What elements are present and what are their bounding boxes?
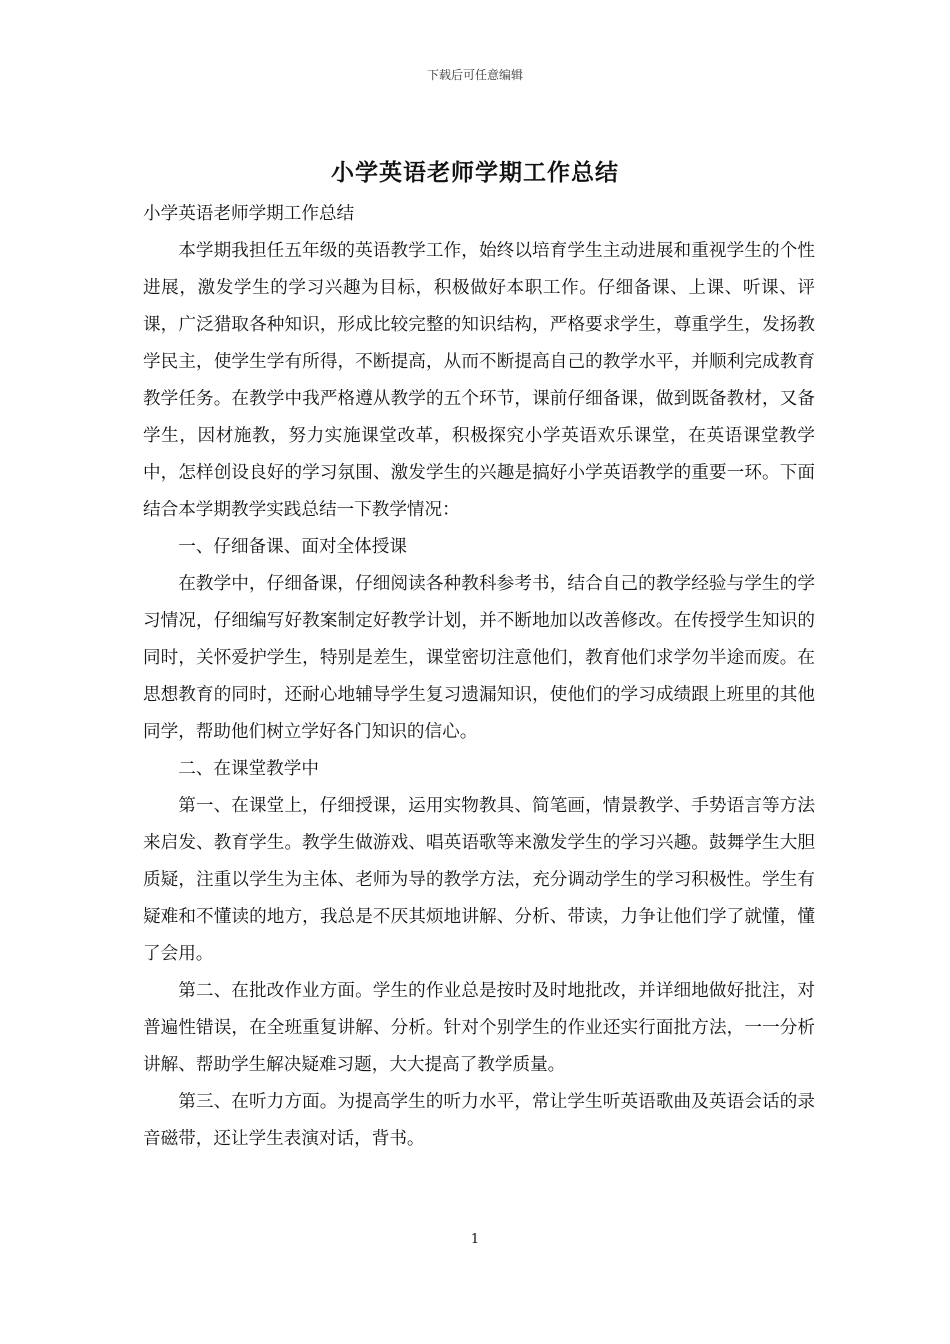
page-number: 1 xyxy=(470,1232,480,1247)
paragraph-section-1: 在教学中，仔细备课，仔细阅读各种教科参考书，结合自己的教学经验与学生的学习情况，仔细编写好教案制定好教学计划，并不断地加以改善修改。在传授学生知识的同时，关怀爱护学生，特别是差生，课堂密切注意他们，教育他们求学勿半途而废。在思想教育的同时，还耐心地辅导学生复习遗漏知识，使他们的学习成绩跟上班里的其他同学，帮助他们树立学好各门知识的信心。 xyxy=(143,574,815,742)
page-header: 下载后可任意编辑 xyxy=(426,68,523,82)
paragraph-point-2: 第二、在批改作业方面。学生的作业总是按时及时地批改，并详细地做好批注，对普遍性错误，在全班重复讲解、分析。针对个别学生的作业还实行面批方法，一一分析讲解、帮助学生解决疑难习题，大大提高了教学质量。 xyxy=(143,981,815,1075)
document-title: 小学英语老师学期工作总结 xyxy=(331,159,619,186)
paragraph-point-3: 第三、在听力方面。为提高学生的听力水平，常让学生听英语歌曲及英语会话的录音磁带，还让学生表演对话，背书。 xyxy=(143,1092,815,1149)
document-subtitle: 小学英语老师学期工作总结 xyxy=(143,204,355,224)
section-heading-2: 二、在课堂教学中 xyxy=(178,759,319,779)
paragraph-intro: 本学期我担任五年级的英语教学工作，始终以培育学生主动进展和重视学生的个性进展，激发学生的学习兴趣为目标，积极做好本职工作。仔细备课、上课、听课、评课，广泛猎取各种知识，形成比较完整的知识结构，严格要求学生，尊重学生，发扬教学民主，使学生学有所得，不断提高，从而不断提高自己的教学水平，并顺利完成教育教学任务。在教学中我严格遵从教学的五个环节，课前仔细备课，做到既备教材，又备学生，因材施教，努力实施课堂改革，积极探究小学英语欢乐课堂，在英语课堂教学中，怎样创设良好的学习氛围、激发学生的兴趣是搞好小学英语教学的重要一环。下面结合本学期教学实践总结一下教学情况： xyxy=(143,241,815,520)
document-body xyxy=(143,196,815,1158)
section-heading-1: 一、仔细备课、面对全体授课 xyxy=(178,537,407,557)
paragraph-point-1: 第一、在课堂上，仔细授课，运用实物教具、简笔画，情景教学、手势语言等方法来启发、教育学生。教学生做游戏、唱英语歌等来激发学生的学习兴趣。鼓舞学生大胆质疑，注重以学生为主体、老师为导的教学方法，充分调动学生的学习积极性。学生有疑难和不懂读的地方，我总是不厌其烦地讲解、分析、带读，力争让他们学了就懂，懂了会用。 xyxy=(143,796,815,964)
